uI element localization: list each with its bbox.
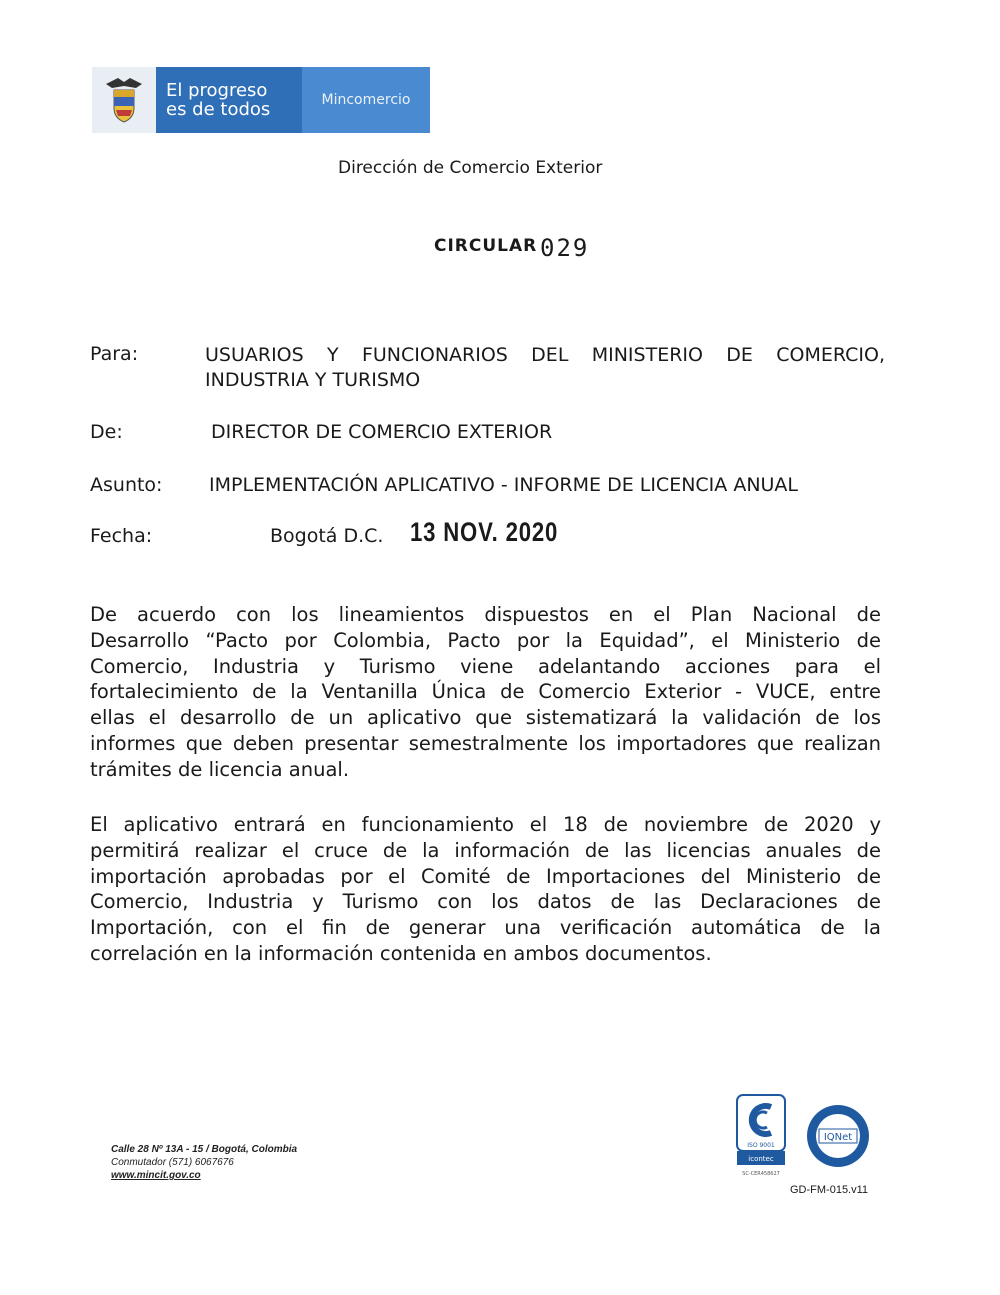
footer-website-link[interactable]: www.mincit.gov.co xyxy=(111,1170,201,1181)
body-paragraph-2 xyxy=(90,812,881,967)
circular-number: 029 xyxy=(540,234,590,262)
logo-slogan-line2: es de todos xyxy=(166,99,271,120)
para-line-1: USUARIOS Y FUNCIONARIOS DEL MINISTERIO DE COMERCIO, xyxy=(205,344,885,366)
footer-address-block xyxy=(111,1143,297,1182)
asunto-value: IMPLEMENTACIÓN APLICATIVO - INFORME DE LICENCIA ANUAL xyxy=(209,474,799,496)
asunto-label: Asunto: xyxy=(90,474,163,496)
logo-slogan xyxy=(156,67,302,133)
paragraph-1-line-4: fortalecimiento de la Ventanilla Única de Comercio Exterior - VUCE, entre xyxy=(90,680,881,704)
paragraph-2-line-2: permitirá realizar el cruce de la información de las licencias anuales de xyxy=(90,838,881,862)
cert1-brand-text: icontec xyxy=(748,1155,774,1163)
logo-slogan-line1: El progreso xyxy=(166,80,268,101)
coat-of-arms-icon xyxy=(92,67,156,133)
fecha-place: Bogotá D.C. xyxy=(270,525,384,547)
paragraph-2-line-4: Comercio, Industria y Turismo con los datos de las Declaraciones de xyxy=(90,890,881,914)
fecha-label: Fecha: xyxy=(90,525,153,547)
fecha-date-stamp: 13 NOV. 2020 xyxy=(410,517,559,547)
footer-address: Calle 28 Nº 13A - 15 / Bogotá, Colombia xyxy=(111,1144,298,1155)
iqnet-certification-icon xyxy=(805,1103,871,1169)
paragraph-1-line-2: Desarrollo “Pacto por Colombia, Pacto por la Equidad”, el Ministerio de xyxy=(90,628,881,652)
logo-banner xyxy=(92,67,430,133)
body-paragraph-1 xyxy=(90,602,881,783)
form-code: GD-FM-015.v11 xyxy=(790,1184,869,1196)
de-label: De: xyxy=(90,421,123,443)
icontec-certification-icon xyxy=(735,1093,787,1179)
footer-phone: Conmutador (571) 6067676 xyxy=(111,1157,234,1168)
direction-heading: Dirección de Comercio Exterior xyxy=(338,158,603,178)
para-value xyxy=(205,343,885,393)
paragraph-2-line-1: El aplicativo entrará en funcionamiento el 18 de noviembre de 2020 y xyxy=(90,813,881,836)
circular-label: CIRCULAR xyxy=(434,236,538,256)
cert1-iso-text: ISO 9001 xyxy=(747,1142,775,1149)
paragraph-1-line-7: trámites de licencia anual. xyxy=(90,757,350,781)
para-line-2: INDUSTRIA Y TURISMO xyxy=(205,369,421,391)
paragraph-2-line-6: correlación en la información contenida en ambos documentos. xyxy=(90,941,712,965)
paragraph-1-line-6: informes que deben presentar semestralmente los importadores que realizan xyxy=(90,731,881,755)
paragraph-1-line-1: De acuerdo con los lineamientos dispuestos en el Plan Nacional de xyxy=(90,603,881,626)
logo-ministry-name: Mincomercio xyxy=(302,67,430,133)
paragraph-2-line-3: importación aprobadas por el Comité de Importaciones del Ministerio de xyxy=(90,864,881,888)
cert2-text: IQNet xyxy=(823,1132,853,1143)
para-label: Para: xyxy=(90,343,139,365)
paragraph-1-line-3: Comercio, Industria y Turismo viene adelantando acciones para el xyxy=(90,654,881,678)
paragraph-1-line-5: ellas el desarrollo de un aplicativo que sistematizará la validación de los xyxy=(90,706,881,730)
de-value: DIRECTOR DE COMERCIO EXTERIOR xyxy=(211,421,553,443)
paragraph-2-line-5: Importación, con el fin de generar una verificación automática de la xyxy=(90,916,881,940)
cert1-code-text: SC-CER458627 xyxy=(742,1171,780,1177)
